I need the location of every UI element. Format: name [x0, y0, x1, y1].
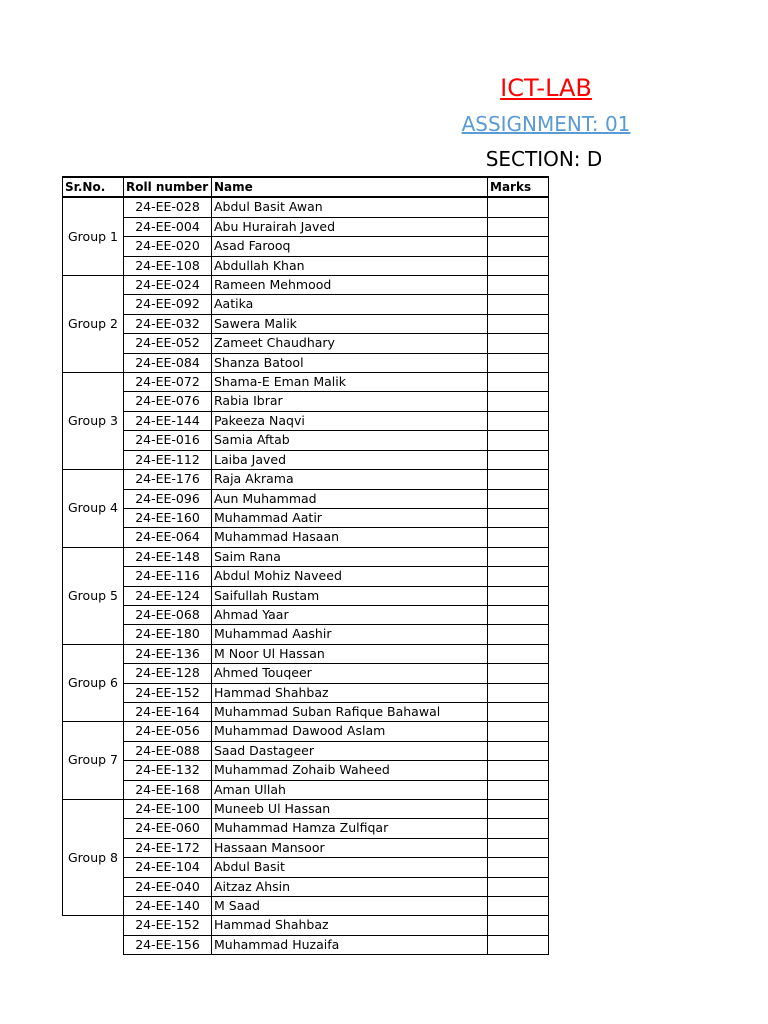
student-group-table	[62, 176, 549, 955]
roll-number-cell: 24-EE-072	[124, 373, 212, 392]
roll-number-cell: 24-EE-028	[124, 197, 212, 217]
marks-cell[interactable]	[488, 761, 549, 780]
group-label: Group 1	[63, 197, 124, 275]
table-row	[63, 528, 549, 547]
student-name-cell: Samia Aftab	[212, 431, 488, 450]
table-row	[63, 237, 549, 256]
roll-number-cell: 24-EE-140	[124, 897, 212, 916]
student-name-cell: Sawera Malik	[212, 314, 488, 333]
table-body	[63, 197, 549, 954]
table-row	[63, 916, 549, 935]
marks-cell[interactable]	[488, 237, 549, 256]
marks-cell[interactable]	[488, 741, 549, 760]
student-name-cell: Muhammad Aashir	[212, 625, 488, 644]
header-row	[63, 177, 549, 197]
table-row	[63, 722, 549, 741]
marks-cell[interactable]	[488, 664, 549, 683]
marks-cell[interactable]	[488, 528, 549, 547]
marks-cell[interactable]	[488, 217, 549, 236]
student-name-cell: Muhammad Aatir	[212, 508, 488, 527]
roll-number-cell: 24-EE-152	[124, 916, 212, 935]
student-name-cell: Ahmed Touqeer	[212, 664, 488, 683]
student-name-cell: Rameen Mehmood	[212, 276, 488, 295]
assignment-heading: ASSIGNMENT: 01	[461, 112, 631, 136]
table-row	[63, 334, 549, 353]
student-name-cell: Abu Hurairah Javed	[212, 217, 488, 236]
roll-number-cell: 24-EE-092	[124, 295, 212, 314]
student-name-cell: Abdul Basit Awan	[212, 197, 488, 217]
roll-number-cell: 24-EE-108	[124, 256, 212, 275]
roll-number-cell: 24-EE-032	[124, 314, 212, 333]
student-name-cell: Muhammad Hasaan	[212, 528, 488, 547]
student-name-cell: Aatika	[212, 295, 488, 314]
marks-cell[interactable]	[488, 392, 549, 411]
table-row	[63, 935, 549, 954]
roll-number-cell: 24-EE-136	[124, 644, 212, 663]
student-name-cell: Saad Dastageer	[212, 741, 488, 760]
table-row	[63, 897, 549, 916]
roll-number-cell: 24-EE-112	[124, 450, 212, 469]
student-name-cell: Hassaan Mansoor	[212, 838, 488, 857]
student-name-cell: Abdul Basit	[212, 858, 488, 877]
roll-number-cell: 24-EE-004	[124, 217, 212, 236]
marks-cell[interactable]	[488, 450, 549, 469]
roll-number-cell: 24-EE-180	[124, 625, 212, 644]
marks-cell[interactable]	[488, 625, 549, 644]
student-name-cell: Asad Farooq	[212, 237, 488, 256]
student-name-cell: Aman Ullah	[212, 780, 488, 799]
table-row	[63, 314, 549, 333]
roll-number-cell: 24-EE-084	[124, 353, 212, 372]
marks-cell[interactable]	[488, 431, 549, 450]
table-row	[63, 431, 549, 450]
marks-cell[interactable]	[488, 567, 549, 586]
table-row	[63, 217, 549, 236]
roll-number-cell: 24-EE-160	[124, 508, 212, 527]
table-row	[63, 644, 549, 663]
roll-number-cell: 24-EE-148	[124, 547, 212, 566]
roll-number-cell: 24-EE-076	[124, 392, 212, 411]
table-row	[63, 683, 549, 702]
table-row	[63, 276, 549, 295]
table-row	[63, 508, 549, 527]
student-name-cell: Rabia Ibrar	[212, 392, 488, 411]
marks-cell[interactable]	[488, 838, 549, 857]
marks-cell[interactable]	[488, 897, 549, 916]
marks-cell[interactable]	[488, 819, 549, 838]
roll-number-cell: 24-EE-172	[124, 838, 212, 857]
roll-number-cell: 24-EE-052	[124, 334, 212, 353]
roll-number-cell: 24-EE-152	[124, 683, 212, 702]
marks-cell[interactable]	[488, 197, 549, 217]
marks-cell[interactable]	[488, 489, 549, 508]
student-name-cell: Shama-E Eman Malik	[212, 373, 488, 392]
student-name-cell: Muhammad Hamza Zulfiqar	[212, 819, 488, 838]
table-row	[63, 664, 549, 683]
student-name-cell: Abdul Mohiz Naveed	[212, 567, 488, 586]
student-name-cell: Aitzaz Ahsin	[212, 877, 488, 896]
table-row	[63, 489, 549, 508]
marks-cell[interactable]	[488, 644, 549, 663]
student-name-cell: Abdullah Khan	[212, 256, 488, 275]
student-name-cell: M Saad	[212, 897, 488, 916]
table-row	[63, 450, 549, 469]
marks-cell[interactable]	[488, 800, 549, 819]
section-heading: SECTION: D	[485, 147, 603, 171]
roll-number-cell: 24-EE-016	[124, 431, 212, 450]
group-label: Group 4	[63, 470, 124, 548]
marks-cell[interactable]	[488, 702, 549, 721]
table-row	[63, 858, 549, 877]
roll-number-cell: 24-EE-100	[124, 800, 212, 819]
table-row	[63, 838, 549, 857]
table-row	[63, 567, 549, 586]
col-header-roll: Roll number	[124, 177, 212, 197]
roll-number-cell: 24-EE-132	[124, 761, 212, 780]
student-name-cell: Saim Rana	[212, 547, 488, 566]
marks-cell[interactable]	[488, 508, 549, 527]
marks-cell[interactable]	[488, 547, 549, 566]
table-row	[63, 353, 549, 372]
student-name-cell: Muhammad Dawood Aslam	[212, 722, 488, 741]
marks-cell[interactable]	[488, 722, 549, 741]
group-label: Group 5	[63, 547, 124, 644]
empty-group-cell	[63, 916, 124, 955]
roll-number-cell: 24-EE-088	[124, 741, 212, 760]
student-name-cell: Shanza Batool	[212, 353, 488, 372]
group-label: Group 8	[63, 800, 124, 916]
table-row	[63, 819, 549, 838]
marks-cell[interactable]	[488, 256, 549, 275]
student-name-cell: Pakeeza Naqvi	[212, 411, 488, 430]
table-row	[63, 605, 549, 624]
roll-number-cell: 24-EE-024	[124, 276, 212, 295]
col-header-marks: Marks	[488, 177, 549, 197]
col-header-name: Name	[212, 177, 488, 197]
marks-cell[interactable]	[488, 353, 549, 372]
table-row	[63, 702, 549, 721]
table-row	[63, 392, 549, 411]
roll-number-cell: 24-EE-116	[124, 567, 212, 586]
student-name-cell: Muhammad Suban Rafique Bahawal	[212, 702, 488, 721]
roll-number-cell: 24-EE-144	[124, 411, 212, 430]
roll-number-cell: 24-EE-164	[124, 702, 212, 721]
roll-number-cell: 24-EE-056	[124, 722, 212, 741]
marks-cell[interactable]	[488, 935, 549, 954]
marks-cell[interactable]	[488, 605, 549, 624]
table-row	[63, 800, 549, 819]
marks-cell[interactable]	[488, 276, 549, 295]
roll-number-cell: 24-EE-020	[124, 237, 212, 256]
page-title: ICT-LAB	[500, 74, 592, 102]
student-name-cell: Zameet Chaudhary	[212, 334, 488, 353]
group-label: Group 7	[63, 722, 124, 800]
group-label: Group 2	[63, 276, 124, 373]
roll-number-cell: 24-EE-168	[124, 780, 212, 799]
roll-number-cell: 24-EE-064	[124, 528, 212, 547]
roll-number-cell: 24-EE-124	[124, 586, 212, 605]
table-row	[63, 780, 549, 799]
student-name-cell: Ahmad Yaar	[212, 605, 488, 624]
marks-cell[interactable]	[488, 586, 549, 605]
marks-cell[interactable]	[488, 314, 549, 333]
roll-number-cell: 24-EE-128	[124, 664, 212, 683]
student-name-cell: Aun Muhammad	[212, 489, 488, 508]
student-name-cell: Laiba Javed	[212, 450, 488, 469]
student-name-cell: Raja Akrama	[212, 470, 488, 489]
marks-cell[interactable]	[488, 780, 549, 799]
table-row	[63, 761, 549, 780]
group-label: Group 3	[63, 373, 124, 470]
table-row	[63, 411, 549, 430]
marks-cell[interactable]	[488, 877, 549, 896]
roll-number-cell: 24-EE-176	[124, 470, 212, 489]
marks-cell[interactable]	[488, 411, 549, 430]
student-name-cell: Muhammad Zohaib Waheed	[212, 761, 488, 780]
roll-number-cell: 24-EE-096	[124, 489, 212, 508]
roll-number-cell: 24-EE-040	[124, 877, 212, 896]
table-row	[63, 197, 549, 217]
marks-cell[interactable]	[488, 916, 549, 935]
table-row	[63, 547, 549, 566]
table-row	[63, 256, 549, 275]
marks-cell[interactable]	[488, 295, 549, 314]
marks-cell[interactable]	[488, 858, 549, 877]
table-row	[63, 741, 549, 760]
table-row	[63, 295, 549, 314]
table-row	[63, 586, 549, 605]
roll-number-cell: 24-EE-060	[124, 819, 212, 838]
marks-cell[interactable]	[488, 470, 549, 489]
roll-number-cell: 24-EE-068	[124, 605, 212, 624]
student-name-cell: Hammad Shahbaz	[212, 916, 488, 935]
table-row	[63, 877, 549, 896]
table-row	[63, 373, 549, 392]
marks-cell[interactable]	[488, 373, 549, 392]
student-name-cell: M Noor Ul Hassan	[212, 644, 488, 663]
roll-number-cell: 24-EE-156	[124, 935, 212, 954]
roll-number-cell: 24-EE-104	[124, 858, 212, 877]
marks-cell[interactable]	[488, 334, 549, 353]
student-name-cell: Muneeb Ul Hassan	[212, 800, 488, 819]
student-name-cell: Muhammad Huzaifa	[212, 935, 488, 954]
student-name-cell: Saifullah Rustam	[212, 586, 488, 605]
group-label: Group 6	[63, 644, 124, 722]
table-header	[63, 177, 549, 197]
col-header-srno: Sr.No.	[63, 177, 124, 197]
marks-cell[interactable]	[488, 683, 549, 702]
table-row	[63, 625, 549, 644]
student-name-cell: Hammad Shahbaz	[212, 683, 488, 702]
table-row	[63, 470, 549, 489]
